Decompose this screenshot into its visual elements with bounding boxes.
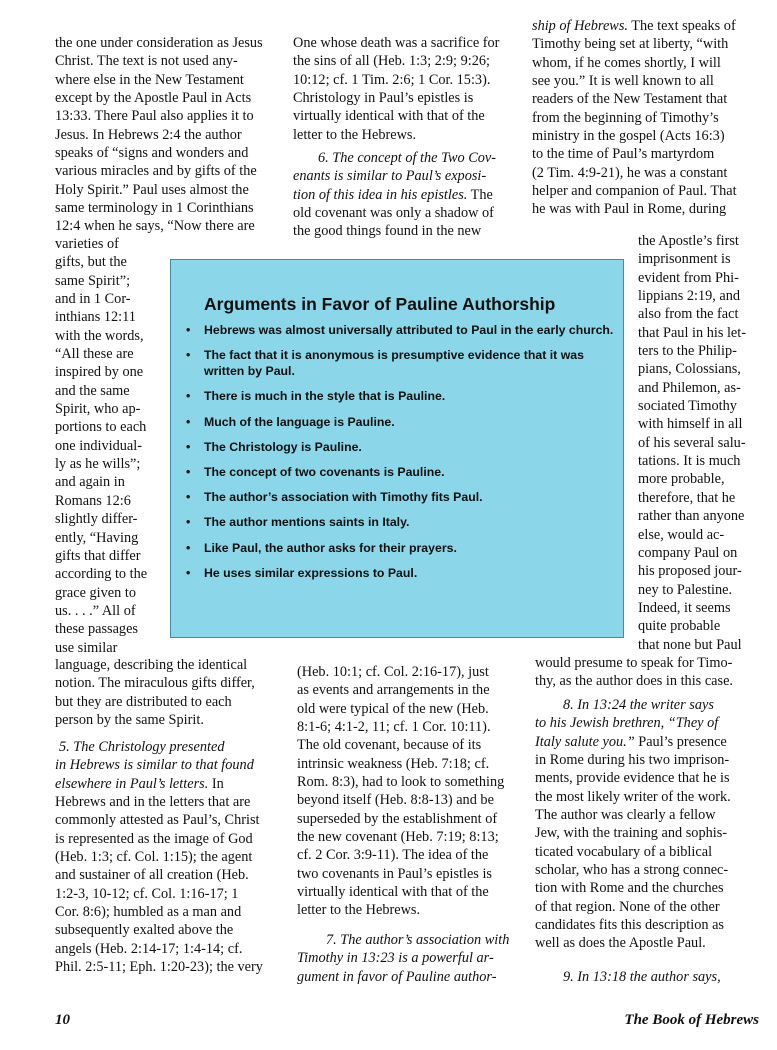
col3-narrow-text: the Apostle’s first imprisonment is evident from Phi- lippians 2:19, and also from the fact that Paul in his let- ters to the Philip- pians, Colossians, and Philemon, as- sociated Timothy with himself in all of his several salu- tations. It is much more probable, therefore, that he rather than anyone else, would ac- company Paul on his proposed jour- ney to Palestine. Indeed, it seems quite probable that none but Paul [638, 233, 747, 653]
bullet-icon: • [186, 490, 191, 505]
bullet-icon: • [186, 565, 191, 580]
col3-top-text [532, 17, 737, 219]
col1-narrow-text: varieties of gifts, but the same Spirit”; and in 1 Cor- inthians 12:11 with the words, “All these are inspired by one and the same Spirit, who ap- portions to each one individual- ly as he wills”; and again in Romans 12:6 slightly differ- ently, “Having gifts that differ according to the grace given to us. . . .” All of these passages use similar [55, 236, 148, 656]
bullet-icon: • [186, 464, 191, 479]
col2-point6 [293, 149, 496, 241]
point9-heading: 9. In 13:18 the author says, [563, 969, 721, 985]
bullet-icon: • [186, 389, 191, 404]
sidebar-item-text: The author’s association with Timothy fits Paul. [204, 490, 483, 505]
sidebar-item [185, 514, 615, 530]
sidebar-item [185, 464, 615, 480]
point6-text: The old covenant was only a shadow of the good things found in the new [293, 186, 494, 240]
col3-point9 [535, 968, 721, 986]
bullet-icon: • [186, 540, 191, 555]
sidebar-item [185, 489, 615, 505]
point6-heading: 6. The concept of the Two Cov- enants is similar to Paul’s exposi- tion of this idea in his epistles. [293, 150, 497, 203]
book-title: The Book of Hebrews [624, 1012, 759, 1028]
col3-bottom-text: would presume to speak for Timo- thy, as the author does in this case. [535, 655, 733, 690]
bullet-icon: • [186, 348, 191, 363]
sidebar-item-text: The fact that it is anonymous is presumptive evidence that it was written by Paul. [204, 348, 584, 379]
sidebar-item-text: There is much in the style that is Pauline. [204, 389, 446, 404]
sidebar-item-text: Like Paul, the author asks for their prayers. [204, 540, 457, 555]
sidebar-box [170, 259, 624, 638]
col3-point8 [535, 696, 731, 953]
sidebar-item [185, 347, 615, 379]
sidebar-item [185, 414, 615, 430]
sidebar-item [185, 322, 615, 338]
point5-heading: 5. The Christology presented in Hebrews is similar to that found elsewhere in Paul’s letters. [55, 739, 254, 792]
col2-point7 [297, 931, 509, 986]
sidebar-item-text: The concept of two covenants is Pauline. [204, 464, 445, 479]
col3-top-body: The text speaks of Timothy being set at liberty, “with whom, if he comes shortly, I will see you.” It is well known to all readers of the New Testament that from the beginning of Timothy’s ministry in the gospel (Acts 16:3) to the time of Paul’s martyrdom (2 Tim. 4:9-21), he was a constant helper and companion of Paul. That he was with Paul in Rome, during [532, 18, 737, 218]
sidebar-title: Arguments in Favor of Pauline Authorship [204, 294, 556, 314]
sidebar-item [185, 388, 615, 404]
col3-top-italic: ship of Hebrews. [532, 18, 628, 34]
bullet-icon: • [186, 515, 191, 530]
bullet-icon: • [186, 323, 191, 337]
point8-text: Paul’s presence in Rome during his two imprison- ments, provide evidence that he is the most likely writer of the work. The author was clearly a fellow Jew, with the training and sophis- ticated vocabulary of a biblical scholar, who has a strong connec- tion with Rome and the churches of that region. None of the other candidates fits this description as well as does the Apostle Paul. [535, 733, 731, 952]
bullet-icon: • [186, 414, 191, 429]
sidebar-item-text: The Christology is Pauline. [204, 439, 362, 454]
sidebar-item-text: He uses similar expressions to Paul. [204, 565, 418, 580]
col1-bottom-text: language, describing the identical notion. The miraculous gifts differ, but they are distributed to each person by the same Spirit. [55, 657, 255, 729]
col2-top-text: One whose death was a sacrifice for the sins of all (Heb. 1:3; 2:9; 9:26; 10:12; cf. 1 Tim. 2:6; 1 Cor. 15:3). Christology in Paul’s epistles is virtually identical with that of the letter to the Hebrews. [293, 35, 500, 143]
bullet-icon: • [186, 439, 191, 454]
sidebar-item-text: The author mentions saints in Italy. [204, 515, 410, 530]
col1-top-text: the one under consideration as Jesus Christ. The text is not used any- where else in the New Testament except by the Apostle Paul in Acts 13:33. There Paul also applies it to Jesus. In Hebrews 2:4 the author speaks of “signs and wonders and various miracles and by gifts of the Holy Spirit.” Paul uses almost the same terminology in 1 Corinthians 12:4 when he says, “Now there are [55, 35, 263, 235]
sidebar-list [185, 322, 615, 590]
point5-text: In Hebrews and in the letters that are commonly attested as Paul’s, Christ is represented as the image of God (Heb. 1:3; cf. Col. 1:15); the agent and sustainer of all creation (Heb. 1:2-3, 10-12; cf. Col. 1:16-17; 1 Cor. 8:6); humbled as a man and subsequently exalted above the angels (Heb. 2:14-17; 1:4-14; cf. Phil. 2:5-11; Eph. 1:20-23); the very [55, 775, 263, 976]
sidebar-item-text: Much of the language is Pauline. [204, 414, 395, 429]
point8-heading: 8. In 13:24 the writer says to his Jewish brethren, “They of Italy salute you.” [535, 697, 719, 750]
col2-bottom-text: (Heb. 10:1; cf. Col. 2:16-17), just as events and arrangements in the old were typical of the new (Heb. 8:1-6; 4:1-2, 11; cf. 1 Cor. 10:11). The old covenant, because of its intrinsic weakness (Heb. 7:18; cf. Rom. 8:3), had to look to something beyond itself (Heb. 8:8-13) and be superseded by the establishment of the new covenant (Heb. 7:19; 8:13; cf. 2 Cor. 3:9-11). The idea of the two covenants in Paul’s epistles is virtually identical with that of the letter to the Hebrews. [297, 664, 505, 919]
point7-heading: 7. The author’s association with Timothy in 13:23 is a powerful ar- gument in favor of Pauline author- [297, 932, 510, 985]
page-number: 10 [55, 1012, 70, 1028]
sidebar-item [185, 565, 615, 581]
sidebar-item [185, 540, 615, 556]
sidebar-item [185, 439, 615, 455]
sidebar-item-text: Hebrews was almost universally attributed to Paul in the early church. [204, 323, 614, 337]
col1-point5 [55, 738, 263, 976]
